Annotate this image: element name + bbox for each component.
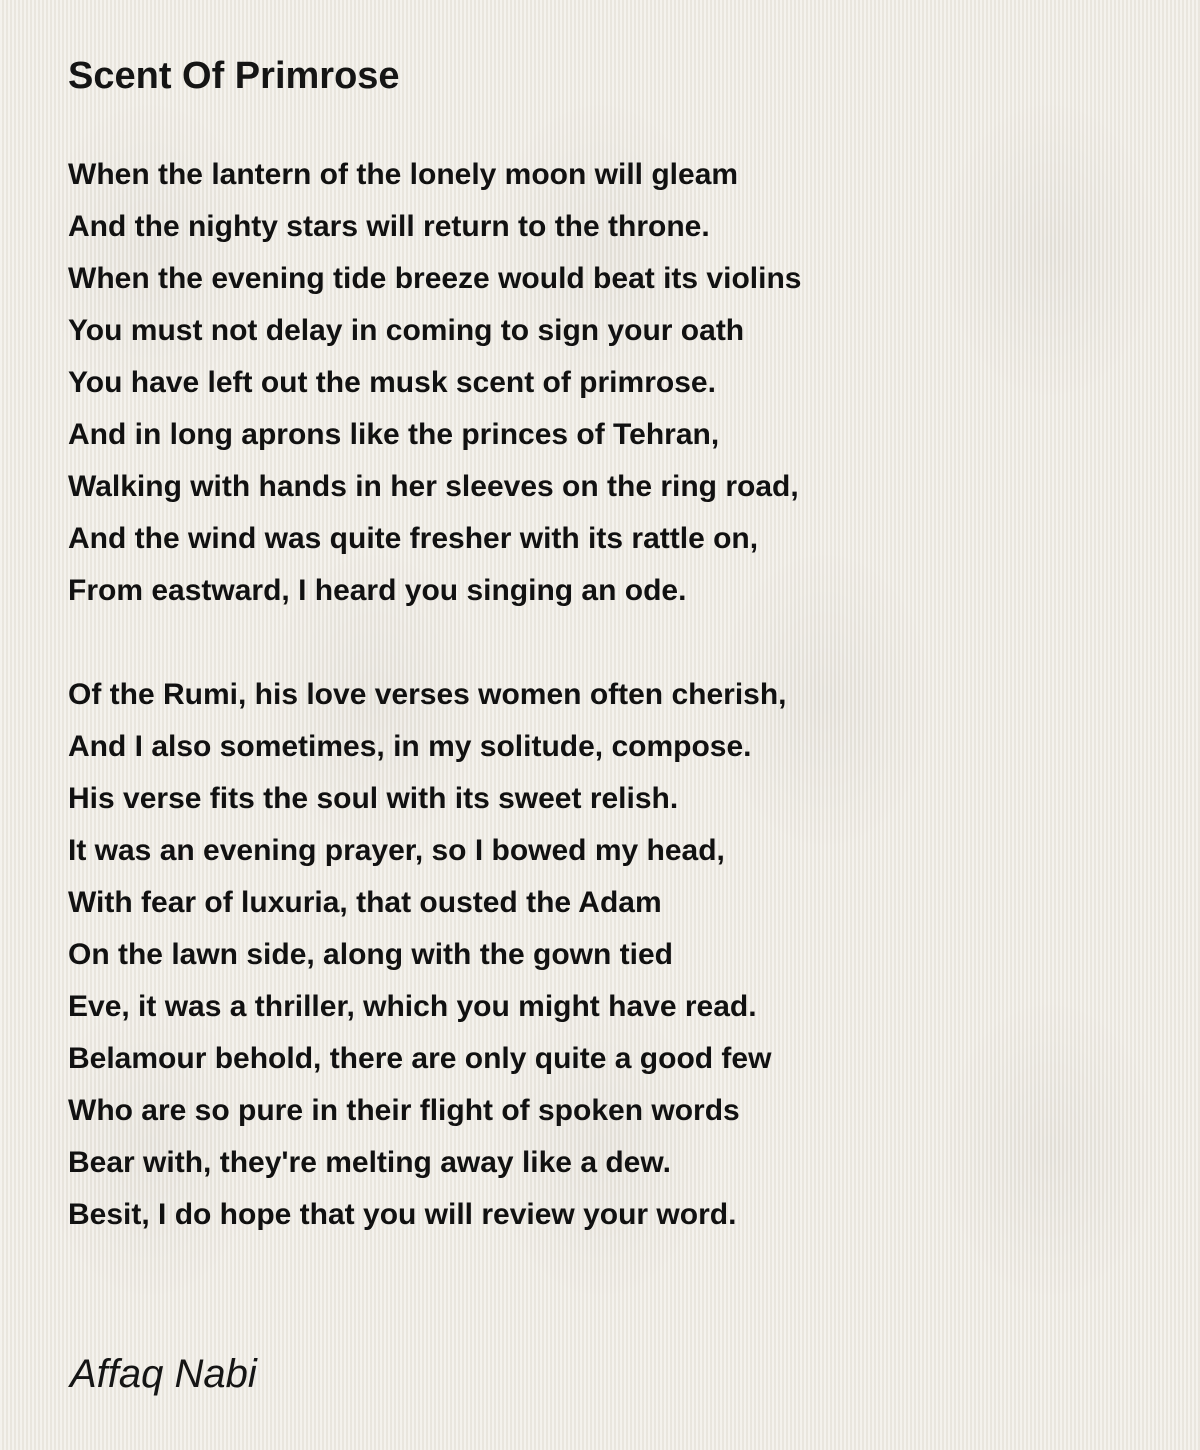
verse-line: Bear with, they're melting away like a dew.	[68, 1146, 671, 1179]
verse-line: It was an evening prayer, so I bowed my head,	[68, 834, 725, 867]
verse-line: From eastward, I heard you singing an ode.	[68, 574, 687, 607]
poem-title: Scent Of Primrose	[68, 55, 400, 97]
verse-line: You have left out the musk scent of primrose.	[68, 366, 716, 399]
poem-body	[68, 149, 1148, 1293]
verse-line: Walking with hands in her sleeves on the ring road,	[68, 470, 799, 503]
stanza-1	[68, 149, 1148, 617]
verse-line: And the nighty stars will return to the throne.	[68, 210, 710, 243]
verse-line: On the lawn side, along with the gown tied	[68, 938, 674, 971]
verse-line: Who are so pure in their flight of spoken words	[68, 1094, 740, 1127]
verse-line: Eve, it was a thriller, which you might have read.	[68, 990, 757, 1023]
author-name: Affaq Nabi	[70, 1352, 257, 1396]
verse-line: His verse fits the soul with its sweet relish.	[68, 782, 679, 815]
verse-line: And in long aprons like the princes of Tehran,	[68, 418, 720, 451]
verse-line: And the wind was quite fresher with its rattle on,	[68, 522, 759, 555]
verse-line: When the evening tide breeze would beat its violins	[68, 262, 802, 295]
stanza-2	[68, 669, 1148, 1241]
verse-line: And I also sometimes, in my solitude, compose.	[68, 730, 752, 763]
verse-line: Belamour behold, there are only quite a good few	[68, 1042, 772, 1075]
verse-line: Besit, I do hope that you will review your word.	[68, 1198, 737, 1231]
verse-line: You must not delay in coming to sign your oath	[68, 314, 745, 347]
verse-line: With fear of luxuria, that ousted the Adam	[68, 886, 662, 919]
verse-line: When the lantern of the lonely moon will gleam	[68, 158, 739, 191]
verse-line: Of the Rumi, his love verses women often cherish,	[68, 678, 787, 711]
